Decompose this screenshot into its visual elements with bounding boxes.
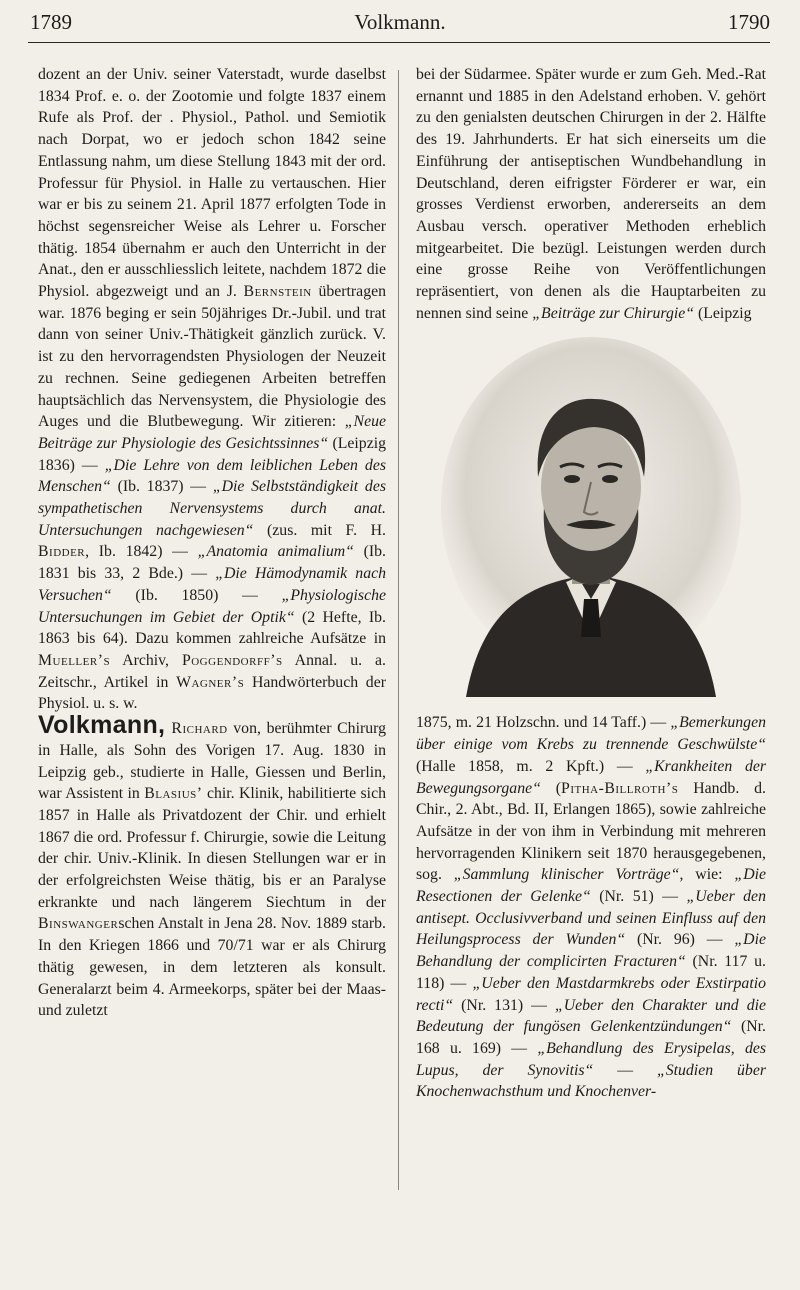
running-header <box>30 10 770 44</box>
entry-richard-volkmann: Volkmann, Richard von, berühmter Chirurg in Halle, als Sohn des Vorigen 17. Aug. 1830 in Leipzig geb., studierte in Halle, Giessen und Berlin, war Assistent in Blasius’ chir. Klinik, habilitierte sich 1857 in Halle als Privatdozent der Chir. und erhielt 1867 die ord. Professur f. Chirurgie, sowie die Leitung der chir. Univ.-Klinik. In diesen Stellungen war er in der erfolgreichsten Weise thätig, bis er an Paralyse erkrankte und nach längerem Siechtum in der Binswangerschen Anstalt in Jena 28. Nov. 1889 starb. In den Kriegen 1866 und 70/71 war er als Chirurg thätig gewesen, in dem letzteren als konsult. Generalarzt beim 4. Armeekorps, später bei der Maas- und zuletzt <box>38 711 386 1020</box>
entry-headword: Volkmann, <box>38 711 166 740</box>
right-column <box>416 64 766 1103</box>
left-column-number: 1789 <box>30 10 72 34</box>
portrait-image <box>426 337 756 697</box>
entry-continuation-right: bei der Südarmee. Später wurde er zum Geh. Med.-Rat ernannt und 1885 in den Adelstand erhoben. V. gehört zu den genialsten deutschen Chirurgen in der 2. Hälfte des 19. Jahrhunderts. Er hat sich einerseits um die Einführung der antiseptischen Wundbehandlung in Deutschland, deren eifrigster Förderer er war, ein grosses Verdienst erworben, andererseits an dem Ausbau versch. operativer Methoden erheblich mitgearbeitet. Die bezügl. Leistungen werden durch eine grosse Reihe von Veröffentlichungen repräsentiert, von denen als die Hauptarbeiten zu nennen sind seine „Beiträge zur Chirurgie“ (Leipzig <box>416 66 766 322</box>
running-title: Volkmann. <box>354 10 446 34</box>
column-divider <box>398 70 399 1190</box>
header-rule <box>28 42 770 43</box>
bibliography-right: 1875, m. 21 Holzschn. und 14 Taff.) — „Bemerkungen über einige vom Krebs zu trennende Geschwülste“ (Halle 1858, m. 2 Kpft.) — „Krankheiten der Bewegungsorgane“ (Pitha-Billroth’s Handb. d. Chir., 2. Abt., Bd. II, Erlangen 1865), sowie zahlreiche Aufsätze in der von ihm in Verbindung mit mehreren hervorragenden Klinikern seit 1870 herausgegebenen, sog. „Sammlung klinischer Vorträge“, wie: „Die Resectionen der Gelenke“ (Nr. 51) — „Ueber den antisept. Occlusivverband und seinen Einfluss auf den Heilungsprocess der Wunden“ (Nr. 96) — „Die Behandlung der complicirten Fracturen“ (Nr. 117 u. 118) — „Ueber den Mastdarmkrebs oder Exstirpatio recti“ (Nr. 131) — „Ueber den Charakter und die Bedeutung der fungösen Gelenkentzündungen“ (Nr. 168 u. 169) — „Behandlung des Erysipelas, des Lupus, der Synovitis“ — „Studien über Knochenwachsthum und Knochenver- <box>416 714 767 1101</box>
left-column <box>38 64 386 1022</box>
portrait-engraving <box>416 332 766 702</box>
right-column-number: 1790 <box>728 10 770 34</box>
entry-continuation: dozent an der Univ. seiner Vaterstadt, wurde daselbst 1834 Prof. e. o. der Zootomie und folgte 1837 einem Rufe als Prof. der . Physiol., Pathol. und Semiotik nach Dorpat, wo er jedoch schon 1842 seine Entlassung nahm, um diese Stellung 1843 mit der ord. Professur für Physiol. in Halle zu vertauschen. Hier war er bis zu seinem 21. April 1877 erfolgten Tode in höchst segensreicher Weise als Lehrer u. Forscher thätig. 1854 übernahm er auch den Unterricht in der Anat., den er ausschliesslich leitete, nachdem 1872 die Physiol. abgezweigt und an J. Bernstein übertragen war. 1876 beging er sein 50jähriges Dr.-Jubil. und trat dann von seiner Univ.-Thätigkeit gänzlich zurück. V. ist zu den hervorragendsten Physiologen der Neuzeit zu rechnen. Seine gediegenen Arbeiten betreffen hauptsächlich das Nervensystem, die Physiologie des Auges und die Blutbewegung. Wir zitieren: „Neue Beiträge zur Physiologie des Gesichtssinnes“ (Leipzig 1836) — „Die Lehre von dem leiblichen Leben des Menschen“ (Ib. 1837) — „Die Selbstständigkeit des sympathetischen Nervensystems durch anat. Untersuchungen nachgewiesen“ (zus. mit F. H. Bidder, Ib. 1842) — „Anatomia animalium“ (Ib. 1831 bis 33, 2 Bde.) — „Die Hämodynamik nach Versuchen“ (Ib. 1850) — „Physiologische Untersuchungen im Gebiet der Optik“ (2 Hefte, Ib. 1863 bis 64). Dazu kommen zahlreiche Aufsätze in Mueller’s Archiv, Poggendorff’s Annal. u. a. Zeitschr., Artikel in Wagner’s Handwörterbuch der Physiol. u. s. w. <box>38 66 387 713</box>
